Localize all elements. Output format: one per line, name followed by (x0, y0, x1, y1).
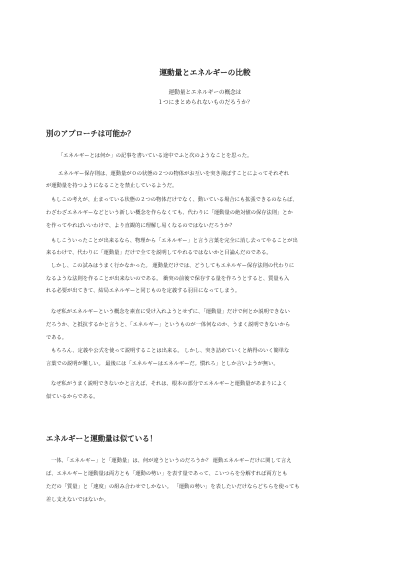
paragraph-line: 「エネルギーとは何か」の記事を書いている途中でふと次のようなことを思った。 (58, 153, 253, 159)
section-heading: エネルギーと運動量は似ている！ (46, 434, 157, 443)
section-heading: 別のアプローチは可能か？ (46, 129, 135, 138)
paragraph-line: を作ってやればいいわけで、より直観的に理解し易くなるのではないだろうか？ (46, 223, 235, 229)
paragraph-line: だろうか、と抵抗するかと言うと、「エネルギー」というものが一体何なのか、うまく説明できないから (46, 322, 291, 328)
paragraph-line: 来るわけで、代わりに「運動量」だけで全てを説明してやれるではないかと目論んだのである。 (46, 250, 272, 256)
paragraph-line: エネルギー保存則は、運動量が０の状態の２つの物体がお互いを突き飛ばすことによってそれぞれ (58, 171, 289, 177)
document-title: 運動量とエネルギーの比較 (159, 68, 251, 77)
paragraph-line: もちろん、定義や公式を使って説明することは出来る。 しかし、突き詰めていくと納得のいく簡単な (51, 348, 290, 354)
paragraph-line: なるような法則を作ることが出来ないのである。 衝突の前後で保存する量を作ろうとすると、質量も入 (46, 276, 290, 282)
paragraph-line: が運動量を持つようになることを禁止しているようだ。 (46, 183, 178, 189)
paragraph-line: もしこういったことが出来るなら、物理から「エネルギー」と言う言葉を完全に消し去ってやることが出 (51, 238, 298, 244)
paragraph-line: わざわざエネルギーなどという新しい概念を作らなくても、代わりに「運動量の絶対値の保存法則」とか (46, 210, 293, 216)
paragraph-line: なぜ私がエネルギーという概念を素直に受け入れようとせずに、「運動量」だけで何とか説明できない (51, 309, 290, 315)
paragraph-line: 差し支えないではないか。 (46, 497, 109, 503)
paragraph-line: もしこの考えが、止まっている状態の２つの物体だけでなく、動いている場合にも拡張できるのならば、 (51, 197, 298, 203)
paragraph-line: しかし、この試みはうまく行かなかった。 運動量だけでは、どうしてもエネルギー保存法則の代わりに (51, 263, 295, 269)
subtitle-line: １つにまとめられないものだろうか？ (157, 100, 253, 106)
subtitle-line: 運動量とエネルギーの概念は (168, 90, 242, 96)
paragraph-line: ただの「質量」と「速度」の組み合わせでしかない。 「運動の勢い」を表したいだけならどちらを使っても (46, 484, 300, 490)
paragraph-line: 言葉での説明が難しい。 最後には「エネルギーはエネルギーだ。慣れろ」としか言いようが無い。 (46, 361, 279, 367)
paragraph-line: 似ているからである。 (46, 394, 99, 400)
paragraph-line: 一体、「エネルギー」と「運動量」は、何が違うというのだろうか？ 運動エネルギーだけに関して言え (51, 458, 292, 464)
paragraph-line: ば、エネルギーと運動量は両方とも「運動の勢い」を表す量であって、こいつらを分解すれば両方とも (46, 471, 288, 477)
paragraph-line: なぜ私がうまく説明できないかと言えば、それは、根本の部分でエネルギーと運動量があまりによく (51, 381, 288, 387)
paragraph-line: れる必要が出てきて、結局エネルギーと同じものを定義する羽目になってしまう。 (46, 288, 241, 294)
paragraph-line: である。 (46, 335, 67, 341)
